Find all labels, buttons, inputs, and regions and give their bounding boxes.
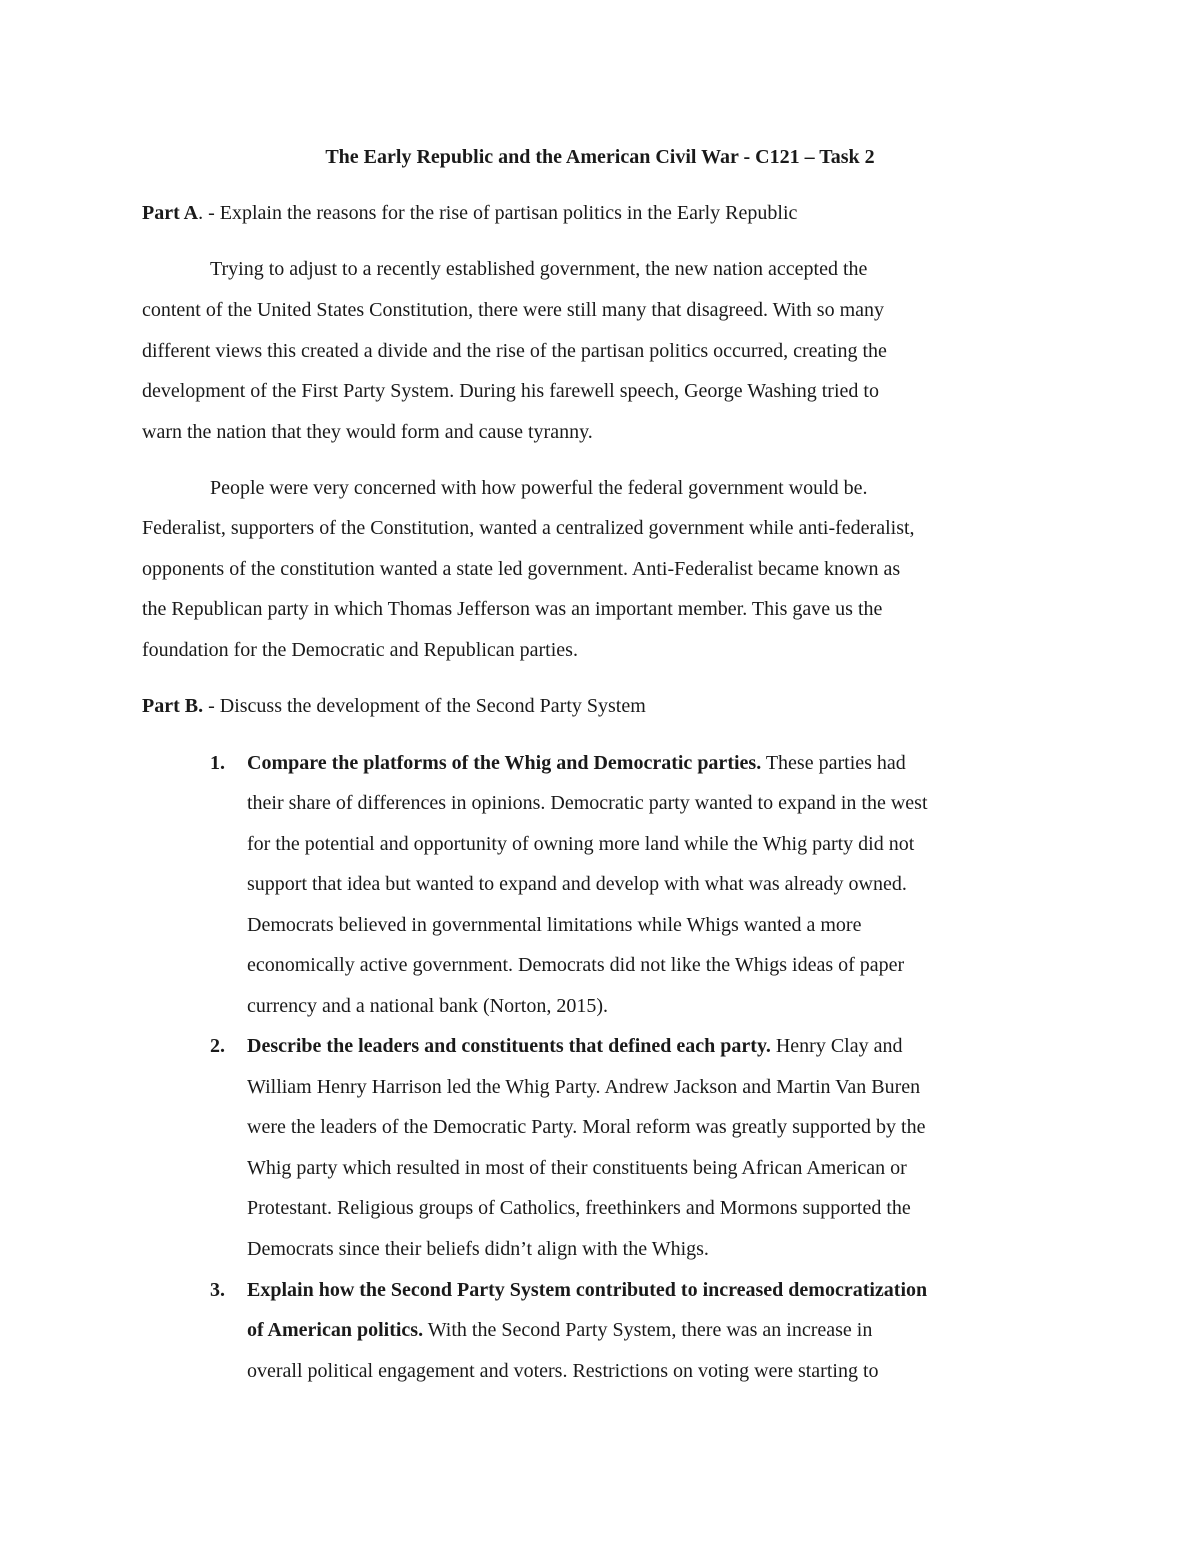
paragraph-line: foundation for the Democratic and Republican parties. (142, 639, 578, 661)
list-item-question-end: of American politics. (247, 1319, 424, 1341)
list-item-second-line (247, 1315, 872, 1345)
list-item-question: Explain how the Second Party System contributed to increased democratization (247, 1279, 928, 1301)
list-item-line: Democrats since their beliefs didn’t align with the Whigs. (247, 1238, 709, 1260)
list-item-line: overall political engagement and voters. Restrictions on voting were starting to (247, 1360, 879, 1382)
list-item-answer-start: Henry Clay and (770, 1035, 903, 1057)
list-item-line: currency and a national bank (Norton, 2015). (247, 995, 608, 1017)
list-item-line: Protestant. Religious groups of Catholics, freethinkers and Mormons supported the (247, 1197, 911, 1219)
part-a-label: Part A (142, 202, 199, 224)
paragraph-line: Trying to adjust to a recently established government, the new nation accepted the (210, 258, 868, 280)
paragraph-line: development of the First Party System. During his farewell speech, George Washing tried to (142, 380, 879, 402)
document-title: The Early Republic and the American Civil War - C121 – Task 2 (325, 146, 875, 168)
list-item-number: 3. (210, 1279, 225, 1301)
part-b-heading (142, 691, 646, 721)
list-item-line: were the leaders of the Democratic Party. Moral reform was greatly supported by the (247, 1116, 926, 1138)
paragraph-line: warn the nation that they would form and cause tyranny. (142, 421, 593, 443)
part-a-heading (142, 198, 797, 228)
list-item-line: support that idea but wanted to expand and develop with what was already owned. (247, 873, 907, 895)
paragraph-line: opponents of the constitution wanted a state led government. Anti-Federalist became known as (142, 558, 901, 580)
paragraph-line: the Republican party in which Thomas Jefferson was an important member. This gave us the (142, 598, 883, 620)
part-b-label: Part B. (142, 695, 204, 717)
list-item-line: Whig party which resulted in most of their constituents being African American or (247, 1157, 907, 1179)
part-a-heading-text: . - Explain the reasons for the rise of partisan politics in the Early Republic (198, 202, 798, 224)
list-item-first-line (247, 1031, 903, 1061)
paragraph-line: different views this created a divide and the rise of the partisan politics occurred, creating the (142, 340, 887, 362)
list-item-line: economically active government. Democrats did not like the Whigs ideas of paper (247, 954, 905, 976)
list-item-question: Compare the platforms of the Whig and Democratic parties. (247, 752, 762, 774)
paragraph-line: Federalist, supporters of the Constitution, wanted a centralized government while anti-federalist, (142, 517, 915, 539)
list-item-line: William Henry Harrison led the Whig Party. Andrew Jackson and Martin Van Buren (247, 1076, 921, 1098)
list-item-line: Democrats believed in governmental limitations while Whigs wanted a more (247, 914, 862, 936)
list-item-first-line (247, 748, 906, 778)
part-b-heading-text: - Discuss the development of the Second Party System (203, 695, 646, 717)
paragraph-line: People were very concerned with how powerful the federal government would be. (210, 477, 868, 499)
paragraph-line: content of the United States Constitution, there were still many that disagreed. With so many (142, 299, 885, 321)
list-item-line: their share of differences in opinions. Democratic party wanted to expand in the west (247, 792, 928, 814)
list-item-answer-start: These parties had (761, 752, 906, 774)
list-item-answer-start: With the Second Party System, there was an increase in (423, 1319, 873, 1341)
list-item-question: Describe the leaders and constituents that defined each party. (247, 1035, 771, 1057)
list-item-line: for the potential and opportunity of owning more land while the Whig party did not (247, 833, 915, 855)
list-item-number: 2. (210, 1035, 225, 1057)
list-item-number: 1. (210, 752, 225, 774)
